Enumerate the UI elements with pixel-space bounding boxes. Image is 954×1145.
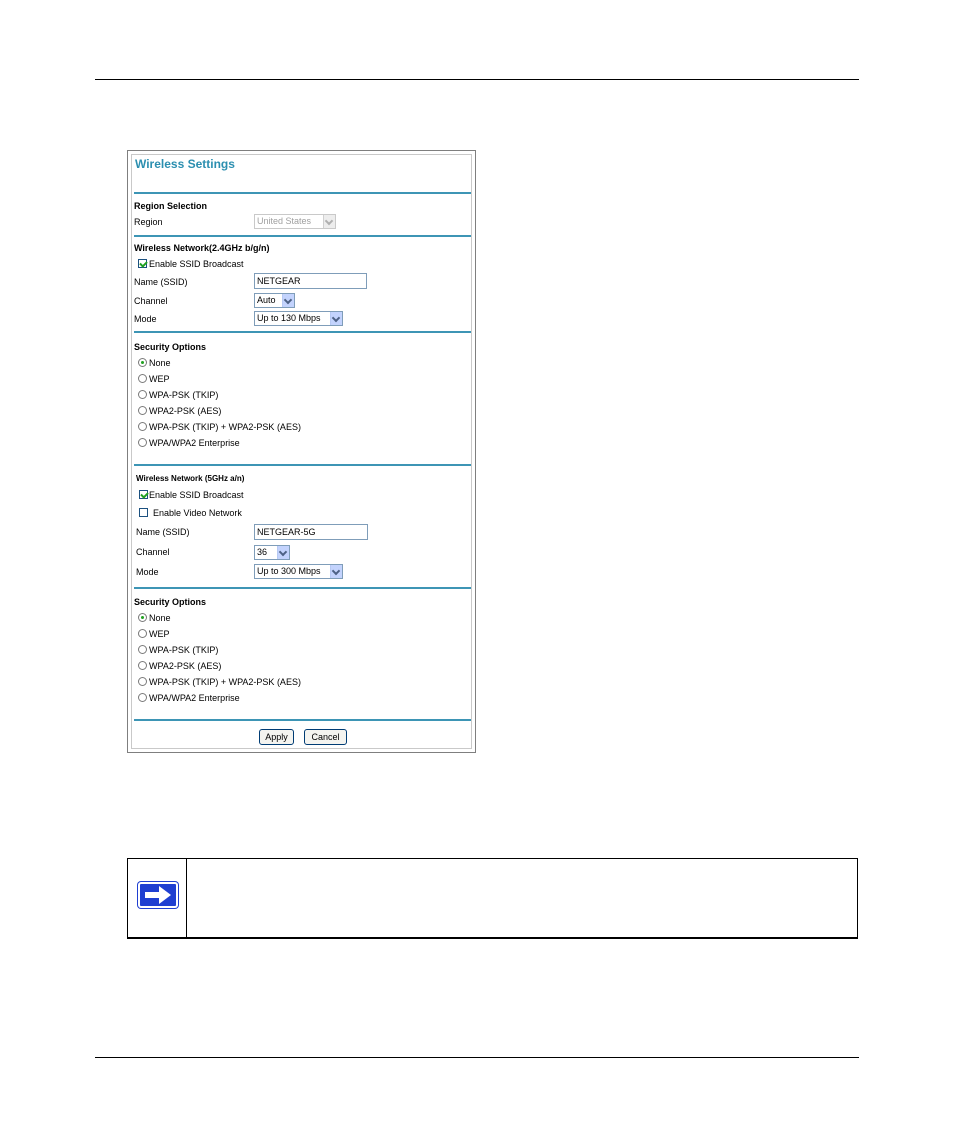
net24-mode-select[interactable]	[254, 311, 343, 326]
net5-heading: Wireless Network (5GHz a/n)	[136, 474, 245, 483]
net5-channel-select[interactable]	[254, 545, 290, 560]
apply-button[interactable]: Apply	[259, 729, 294, 745]
net5-name-label: Name (SSID)	[136, 527, 190, 537]
net24-ssid-broadcast-label: Enable SSID Broadcast	[149, 259, 244, 269]
page-footer-rule	[95, 1057, 859, 1058]
note-divider	[186, 859, 187, 937]
net5-ssid-broadcast-checkbox[interactable]	[139, 490, 148, 499]
sec5-heading: Security Options	[134, 597, 207, 607]
net24-heading: Wireless Network(2.4GHz b/g/n)	[134, 243, 270, 253]
region-select	[254, 214, 336, 229]
sec24-radio-wpa-wpa2-psk[interactable]	[138, 422, 147, 431]
net5-mode-select[interactable]	[254, 564, 343, 579]
sec24-option-label: WPA/WPA2 Enterprise	[149, 438, 240, 448]
section-divider	[134, 719, 471, 721]
sec5-radio-wpa-psk[interactable]	[138, 645, 147, 654]
sec24-heading: Security Options	[134, 342, 207, 352]
net24-channel-label: Channel	[134, 296, 168, 306]
sec24-option-label: None	[149, 358, 171, 368]
wireless-settings-panel	[127, 150, 476, 753]
sec5-option-label: WPA2-PSK (AES)	[149, 661, 222, 671]
net5-channel-label: Channel	[136, 547, 170, 557]
sec5-option-label: WPA-PSK (TKIP)	[149, 645, 219, 655]
sec5-option-label: WPA-PSK (TKIP) + WPA2-PSK (AES)	[149, 677, 301, 687]
sec24-radio-wpa-psk[interactable]	[138, 390, 147, 399]
sec24-option-label: WPA-PSK (TKIP) + WPA2-PSK (AES)	[149, 422, 301, 432]
section-divider	[134, 587, 471, 589]
chevron-down-icon	[330, 312, 342, 325]
right-arrow-icon	[138, 882, 178, 908]
sec5-option-label: WEP	[149, 629, 170, 639]
net5-mode-label: Mode	[136, 567, 159, 577]
sec5-option-label: WPA/WPA2 Enterprise	[149, 693, 240, 703]
page-header-rule	[95, 79, 859, 80]
sec5-radio-wpa-wpa2-psk[interactable]	[138, 677, 147, 686]
net24-ssid-broadcast-checkbox[interactable]	[138, 259, 147, 268]
sec24-radio-none[interactable]	[138, 358, 147, 367]
net5-ssid-input[interactable]: NETGEAR-5G	[254, 524, 368, 540]
chevron-down-icon	[323, 215, 335, 228]
sec5-option-label: None	[149, 613, 171, 623]
net24-ssid-input[interactable]: NETGEAR	[254, 273, 367, 289]
sec5-radio-wep[interactable]	[138, 629, 147, 638]
section-divider	[134, 331, 471, 333]
net5-ssid-broadcast-label: Enable SSID Broadcast	[149, 490, 244, 500]
region-section-heading: Region Selection	[134, 201, 208, 211]
net5-video-network-label: Enable Video Network	[153, 508, 242, 518]
net24-channel-value: Auto	[257, 295, 276, 305]
net5-video-network-checkbox[interactable]	[139, 508, 148, 517]
sec24-option-label: WPA2-PSK (AES)	[149, 406, 222, 416]
sec5-radio-none[interactable]	[138, 613, 147, 622]
chevron-down-icon	[330, 565, 342, 578]
net24-mode-value: Up to 130 Mbps	[257, 313, 321, 323]
page-title: Wireless Settings	[135, 157, 235, 171]
net24-channel-select[interactable]	[254, 293, 295, 308]
section-divider	[134, 235, 471, 237]
net24-mode-label: Mode	[134, 314, 157, 324]
sec24-option-label: WEP	[149, 374, 170, 384]
sec24-radio-wpa2-psk[interactable]	[138, 406, 147, 415]
sec24-radio-enterprise[interactable]	[138, 438, 147, 447]
section-divider	[134, 192, 471, 194]
region-value: United States	[257, 216, 312, 226]
net5-channel-value: 36	[257, 547, 268, 557]
net5-mode-value: Up to 300 Mbps	[257, 566, 321, 576]
net24-name-label: Name (SSID)	[134, 277, 188, 287]
chevron-down-icon	[282, 294, 294, 307]
sec5-radio-enterprise[interactable]	[138, 693, 147, 702]
region-label: Region	[134, 217, 163, 227]
cancel-button[interactable]: Cancel	[304, 729, 347, 745]
sec24-radio-wep[interactable]	[138, 374, 147, 383]
sec24-option-label: WPA-PSK (TKIP)	[149, 390, 219, 400]
section-divider	[134, 464, 471, 466]
sec5-radio-wpa2-psk[interactable]	[138, 661, 147, 670]
chevron-down-icon	[277, 546, 289, 559]
note-box	[127, 858, 858, 939]
